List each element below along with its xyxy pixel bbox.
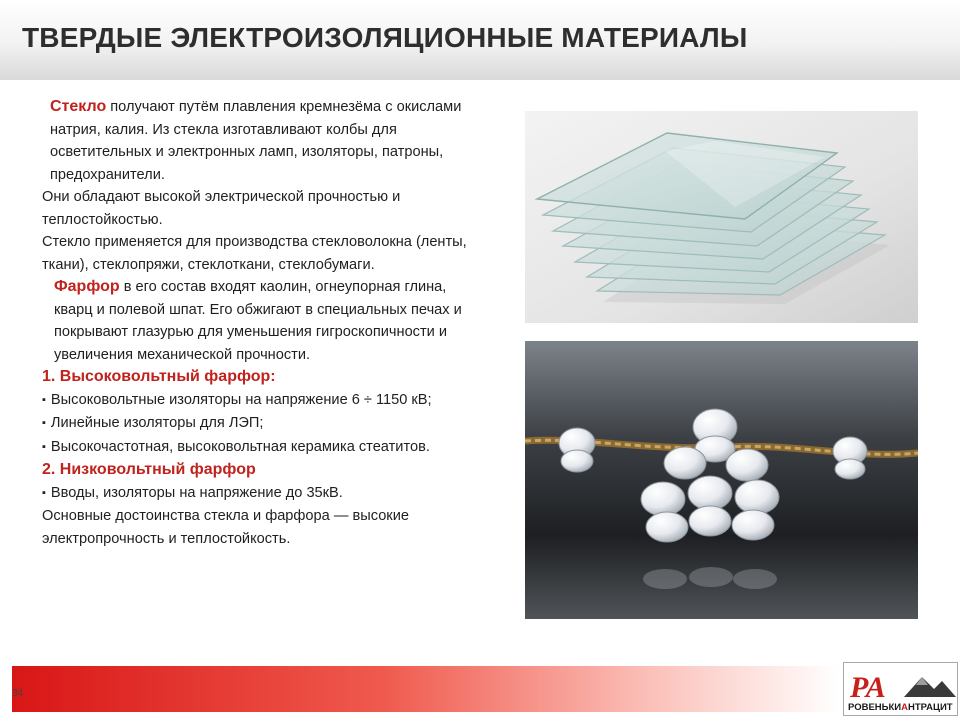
page-number: 34 [12, 688, 24, 699]
title-bar [0, 0, 960, 80]
glass-term: Стекло [50, 98, 107, 115]
glass-text-2: Они обладают высокой электрической прочностью и теплостойкостью. [42, 189, 401, 228]
conclusion-text: Основные достоинства стекла и фарфора — высокие электропрочность и теплостойкость. [42, 508, 409, 547]
glass-text-3: Стекло применяется для производства стекловолокна (ленты, ткани), стеклопряжи, стеклоткани, стеклобумаги. [42, 234, 467, 273]
lv-heading: 2. Низковольтный фарфор [42, 461, 256, 478]
porcelain-insulators-photo [525, 341, 918, 619]
company-logo [843, 662, 958, 716]
body-text [42, 96, 482, 550]
logo-text-b: А [901, 702, 908, 713]
hv-item: ▪ Высоковольтные изоляторы на напряжение 6 ÷ 1150 кВ; [42, 389, 482, 413]
page-title: ТВЕРДЫЕ ЭЛЕКТРОИЗОЛЯЦИОННЫЕ МАТЕРИАЛЫ [22, 22, 748, 53]
porcelain-text: в его состав входят каолин, огнеупорная глина, кварц и полевой шпат. Его обжигают в специальных печах и покрывают глазурью для уменьшения гигроскопичности и увеличения механической прочности. [54, 279, 462, 363]
glass-text-1: получают путём плавления кремнезёма с окислами натрия, калия. Из стекла изготавливают колбы для осветительных и электронных ламп, изоляторы, патроны, предохранители. [50, 99, 462, 183]
glass-paragraph [42, 96, 482, 186]
porcelain-paragraph [42, 276, 482, 366]
logo-mark: РА [850, 671, 886, 704]
lv-item: ▪ Вводы, изоляторы на напряжение до 35кВ. [42, 482, 482, 506]
hv-item: ▪ Высокочастотная, высоковольтная керамика стеатитов. [42, 436, 482, 460]
porcelain-term: Фарфор [54, 278, 120, 295]
logo-text-c: НТРАЦИТ [908, 702, 953, 713]
logo-text-a: РОВЕНЬКИ [848, 702, 902, 713]
svg-text:РОВЕНЬКИАНТРАЦИТ [848, 702, 953, 713]
hv-item: ▪ Линейные изоляторы для ЛЭП; [42, 412, 482, 436]
footer-bar [12, 666, 840, 712]
hv-heading: 1. Высоковольтный фарфор: [42, 368, 276, 385]
glass-sheets-photo [525, 111, 918, 323]
